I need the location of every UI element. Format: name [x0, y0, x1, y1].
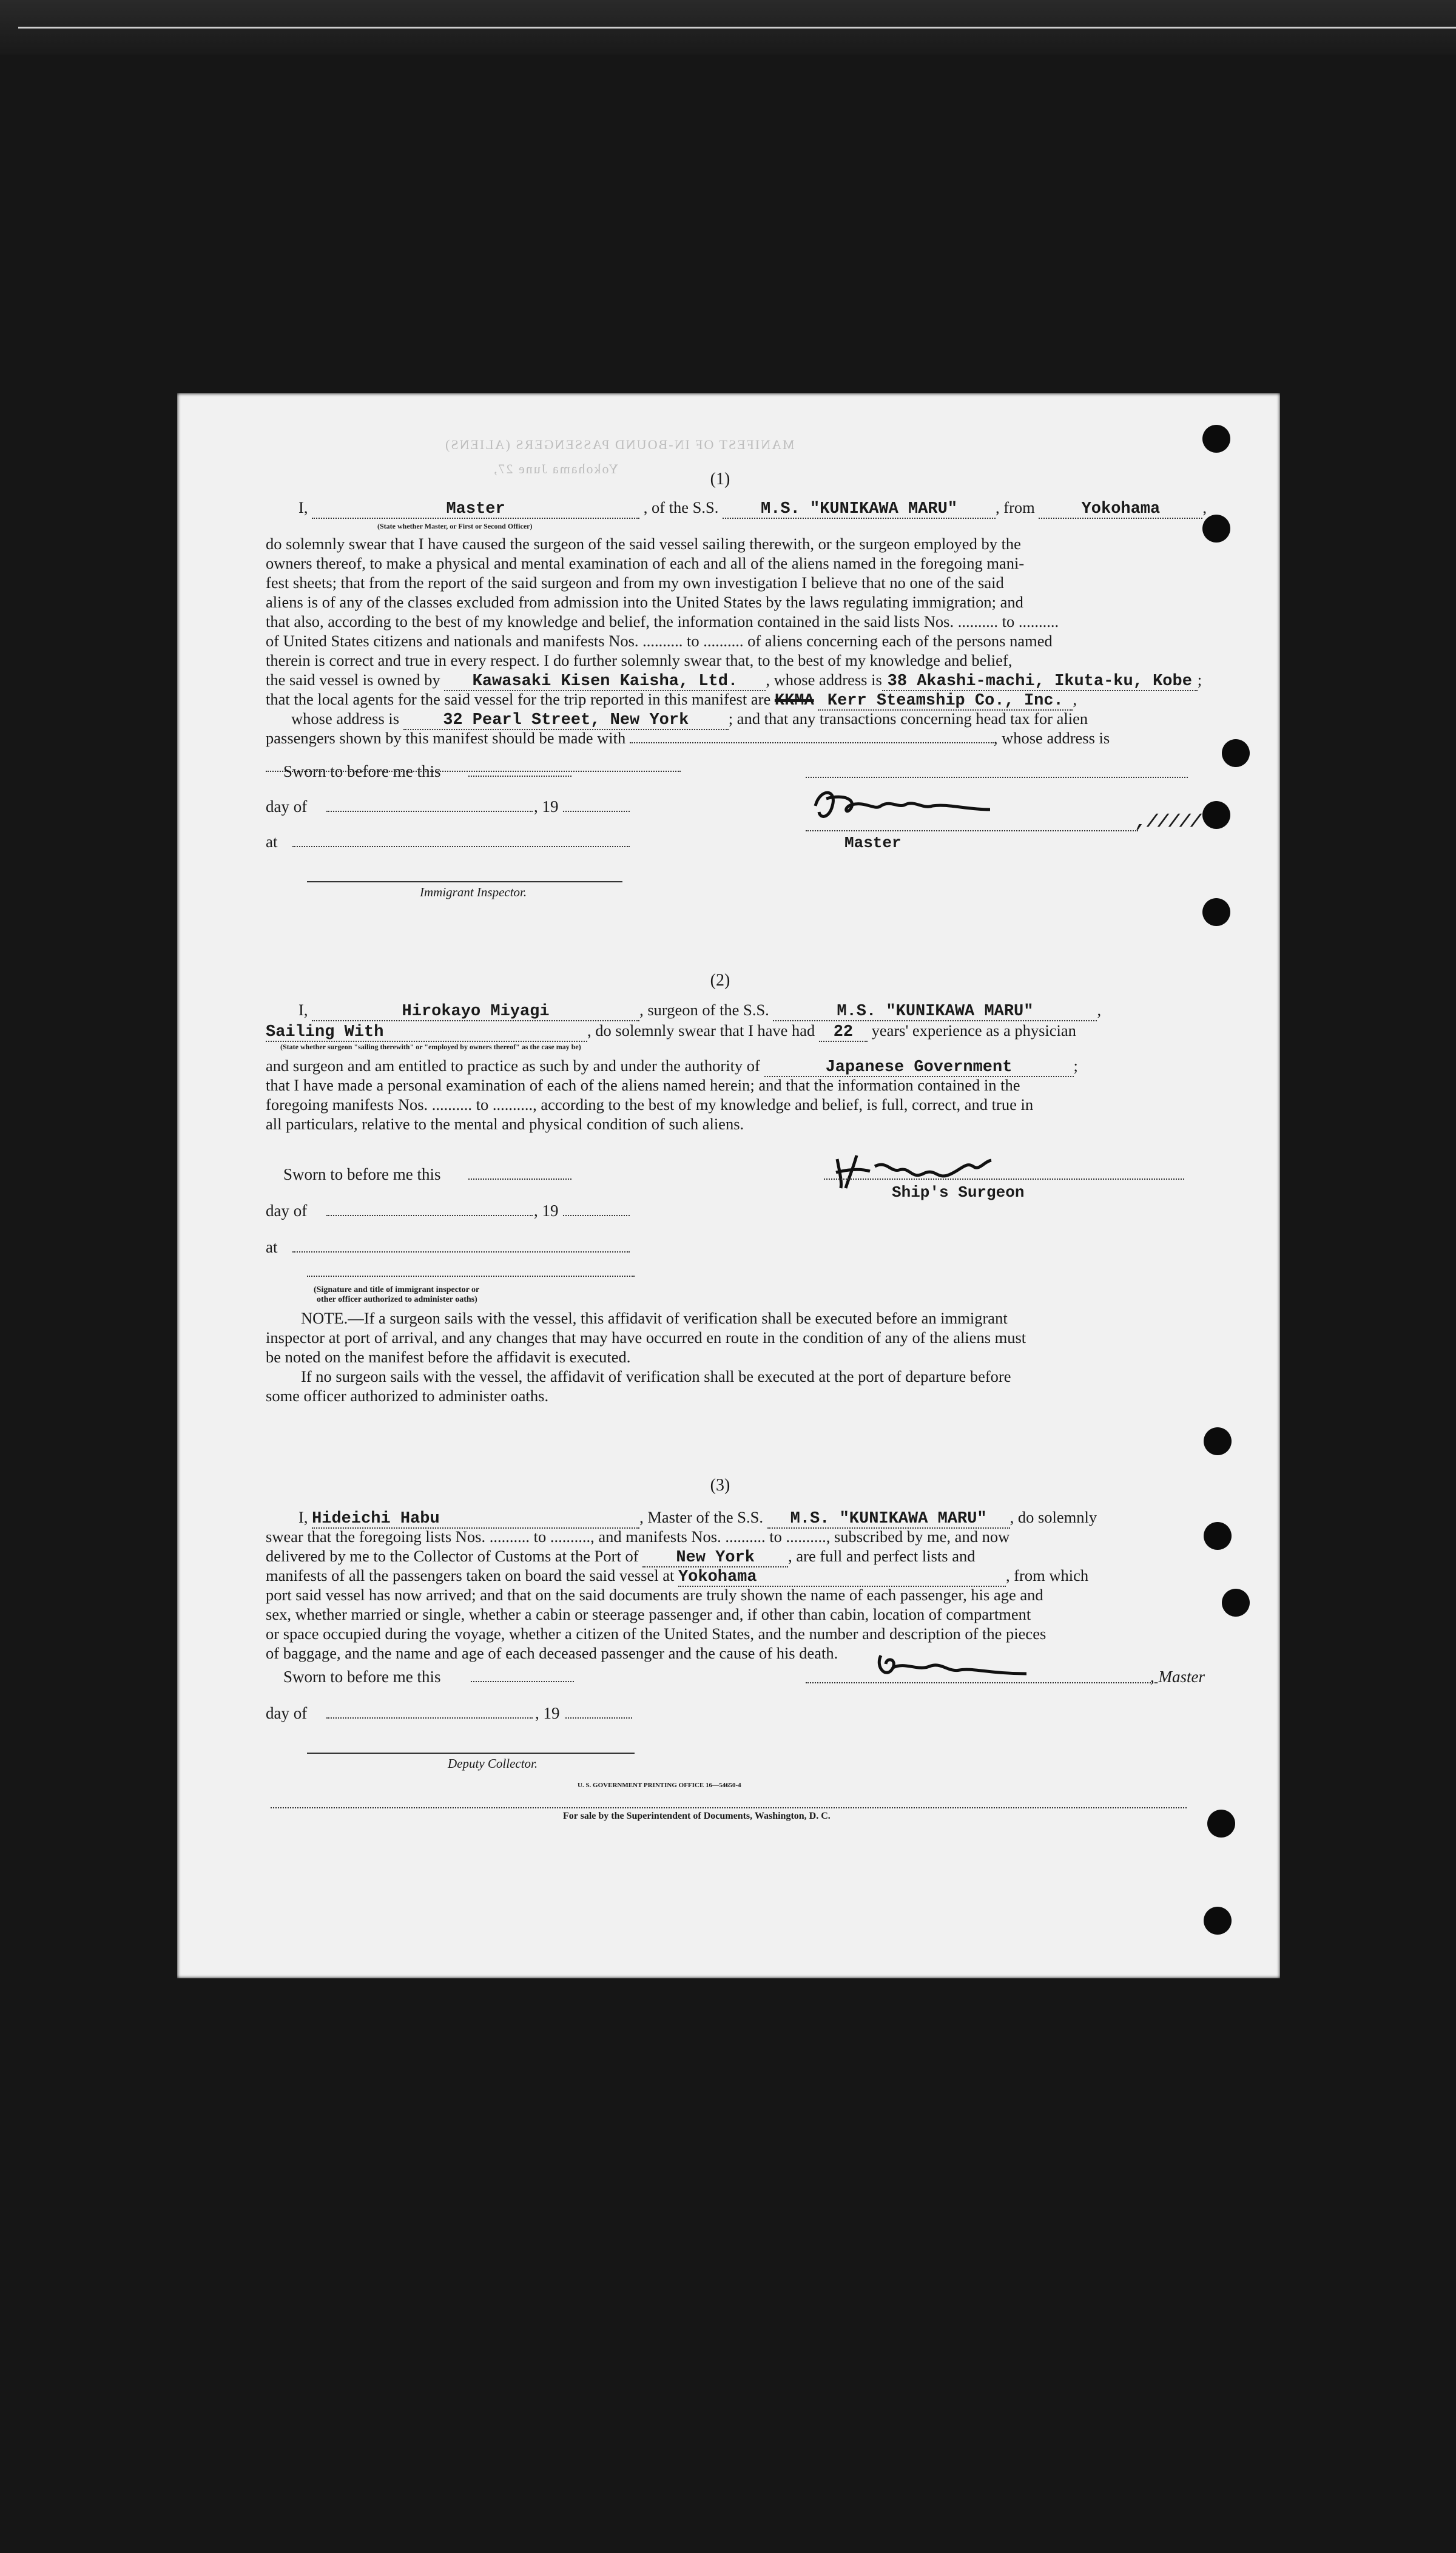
owner-line: the said vessel is owned by Kawasaki Kisen Kaisha, Ltd. , whose address is 38 Akashi-machi, Ikuta-ku, Kobe ; [266, 671, 1202, 691]
footer-rule [271, 1807, 1187, 1808]
binder-hole [1204, 1427, 1232, 1455]
body-line: therein is correct and true in every respect. I do further solemnly swear that, to the best of my knowledge and belief, [266, 651, 1013, 669]
master-initials: ,///// [1136, 812, 1202, 833]
role-field: Master [312, 501, 639, 519]
years-text: years' experience as a physician [871, 1021, 1076, 1040]
surgeon-of-label: , surgeon of the [639, 1001, 740, 1019]
agents-line: that the local agents for the said vessel for the trip reported in this manifest are KKMA Kerr Steamship Co., Inc. , [266, 690, 1077, 710]
at-label: at [266, 1238, 278, 1256]
surgeon-caption: Ship's Surgeon [892, 1183, 1025, 1202]
owned-by-label: the said vessel is owned by [266, 671, 440, 689]
body-line: of baggage, and the name and age of each deceased passenger and the cause of his death. [266, 1644, 838, 1662]
master-signature [869, 1643, 1051, 1686]
sailing-status-field: Sailing With [266, 1024, 587, 1042]
master-caption: , Master [1150, 1668, 1205, 1686]
year-line [563, 811, 630, 812]
binder-hole [1222, 739, 1250, 767]
affidavit-page [177, 393, 1280, 1978]
year-line [565, 1717, 632, 1719]
master-name-field: Hideichi Habu [312, 1510, 639, 1529]
at-label: at [266, 833, 278, 851]
passengers-tail: , whose address is [993, 729, 1110, 747]
binder-hole [1202, 801, 1230, 829]
body-line: or space occupied during the voyage, whether a citizen of the United States, and the number and description of the pieces [266, 1625, 1046, 1643]
port-field: New York [642, 1549, 788, 1567]
of-the-label: , of the [643, 498, 689, 516]
bleed-through-text: Yokohama June 27, [493, 461, 619, 476]
boarded-label: manifests of all the passengers taken on board the said vessel at [266, 1566, 675, 1584]
section3-line2: swear that the foregoing lists Nos. .......... to .........., and manifests Nos. .......... to .........., subscribed by me, and now [266, 1527, 1010, 1546]
body-line: that also, according to the best of my knowledge and belief, the information contained in the said lists Nos. .......... to .......... [266, 612, 1059, 631]
section-number: (3) [710, 1476, 730, 1495]
signature-line [806, 777, 1188, 778]
year-label: , 19 [534, 1202, 559, 1220]
sworn-label: Sworn to before me this [283, 762, 441, 780]
vessel-prefix: S.S. [692, 498, 719, 516]
sworn-label: Sworn to before me this [283, 1668, 441, 1686]
collector-caption: Deputy Collector. [448, 1756, 538, 1771]
vessel-name-field: M.S. "KUNIKAWA MARU" [767, 1510, 1010, 1529]
sworn-date-line [468, 776, 571, 777]
agents-label: that the local agents for the said vessel for the trip reported in this manifest are [266, 690, 771, 708]
at-line [292, 1251, 630, 1253]
owner-field: Kawasaki Kisen Kaisha, Ltd. [444, 673, 766, 691]
at-line [292, 846, 630, 847]
section-number: (1) [710, 470, 730, 489]
body-line: foregoing manifests Nos. .......... to .........., according to the best of my knowledge and belief, is full, correct, and true in [266, 1095, 1034, 1114]
section1-body [266, 534, 1261, 670]
years-field: 22 [819, 1024, 868, 1042]
body-line: of United States citizens and nationals and manifests Nos. .......... to .......... of aliens concerning each of the persons named [266, 632, 1053, 650]
sailing-line [266, 1021, 1076, 1042]
gpo-imprint: U. S. GOVERNMENT PRINTING OFFICE 16—54650-4 [578, 1782, 741, 1789]
day-line [326, 1215, 533, 1216]
i-label: I, [298, 498, 308, 516]
body-line: aliens is of any of the classes excluded from admission into the United States by the laws regulating immigration; and [266, 593, 1023, 611]
officer-caption: other officer authorized to administer oaths) [317, 1295, 477, 1304]
binder-hole [1202, 425, 1230, 453]
master-signature-line [806, 1682, 1158, 1683]
from-label: from [1003, 498, 1035, 516]
vessel-name-field: M.S. "KUNIKAWA MARU" [773, 1003, 1097, 1021]
binder-hole [1204, 1522, 1232, 1550]
officer-signature-line [307, 1276, 635, 1277]
body-line: sex, whether married or single, whether a cabin or steerage passenger and, if other than cabin, location of compartment [266, 1605, 1031, 1623]
note-line: be noted on the manifest before the affidavit is executed. [266, 1348, 631, 1366]
note-line: If no surgeon sails with the vessel, the affidavit of verification shall be executed at the port of departure before [301, 1367, 1011, 1385]
sworn-label: Sworn to before me this [283, 1165, 441, 1183]
year-line [563, 1215, 630, 1216]
inspector-signature-line [307, 881, 622, 882]
master-caption: Master [844, 834, 902, 852]
note-block [266, 1308, 1026, 1405]
vessel-prefix: S.S. [737, 1508, 763, 1526]
boarded-at-field: Yokohama [678, 1569, 1006, 1587]
binder-hole [1207, 1810, 1235, 1838]
surgeon-signature-line [824, 1178, 1184, 1180]
inspector-caption: Immigrant Inspector. [420, 885, 527, 899]
swear-text: , do solemnly swear that I have had [587, 1021, 815, 1040]
role-hint: (State whether Master, or First or Second Officer) [377, 522, 533, 530]
port-label: delivered by me to the Collector of Customs at the Port of [266, 1547, 639, 1565]
note-line: some officer authorized to administer oaths. [266, 1387, 549, 1405]
year-label: , 19 [535, 1704, 560, 1722]
agent-struck-text: KKMA [774, 692, 814, 710]
binder-hole [1204, 1907, 1232, 1935]
body-line: owners thereof, to make a physical and mental examination of each and all of the aliens named in the foregoing mani- [266, 554, 1025, 572]
agent-address-label: whose address is [291, 709, 400, 728]
day-label: day of [266, 1704, 308, 1722]
passengers-line [266, 728, 1110, 748]
day-line [326, 811, 533, 812]
authority-field: Japanese Government [764, 1059, 1074, 1077]
bleed-through-text: MANIFEST OF IN-BOUND PASSENGERS (ALIENS) [444, 437, 795, 452]
body-line: do solemnly swear that I have caused the surgeon of the said vessel sailing therewith, or the surgeon employed by the [266, 535, 1021, 553]
day-label: day of [266, 797, 308, 816]
sailing-hint: (State whether surgeon "sailing therewith" or "employed by owners thereof" as the case may be) [280, 1043, 581, 1051]
i-label: I, [298, 1508, 308, 1526]
section3-line4 [266, 1566, 1088, 1587]
section-number: (2) [710, 971, 730, 990]
section2-body [266, 1075, 1033, 1134]
day-label: day of [266, 1202, 308, 1220]
line4-tail: , from which [1005, 1566, 1089, 1584]
day-line [326, 1717, 533, 1719]
agent-address-field: 32 Pearl Street, New York [403, 712, 729, 730]
body-line: all particulars, relative to the mental and physical condition of such aliens. [266, 1115, 744, 1133]
vessel-prefix: S.S. [743, 1001, 769, 1019]
body-line: port said vessel has now arrived; and that on the said documents are truly shown the name of each passenger, his age and [266, 1586, 1043, 1604]
vessel-name-field: M.S. "KUNIKAWA MARU" [723, 501, 996, 519]
owner-address-field: 38 Akashi-machi, Ikuta-ku, Kobe [882, 673, 1198, 691]
passengers-text: passengers shown by this manifest should be made with [266, 729, 626, 747]
authority-text: and surgeon and am entitled to practice as such by and under the authority of [266, 1057, 760, 1075]
for-sale-notice: For sale by the Superintendent of Documents, Washington, D. C. [563, 1811, 831, 1821]
note-line: NOTE.—If a surgeon sails with the vessel, this affidavit of verification shall be executed before an immigrant [301, 1309, 1008, 1327]
agent-field: Kerr Steamship Co., Inc. [818, 692, 1073, 711]
section1-heading-line: I, Master , of the S.S. M.S. "KUNIKAWA MARU" , from Yokohama , [298, 498, 1207, 518]
master-signature [808, 782, 1063, 836]
note-line: inspector at port of arrival, and any changes that may have occurred en route in the condition of any of the aliens must [266, 1328, 1026, 1347]
master-of-label: , Master of the [639, 1508, 733, 1526]
scanner-rule [18, 27, 1456, 29]
sworn-date-line [471, 1681, 574, 1682]
solemnly-text: , do solemnly [1009, 1508, 1097, 1526]
year-label: , 19 [534, 797, 559, 816]
owner-address-label: , whose address is [766, 671, 882, 689]
line3-tail: , are full and perfect lists and [788, 1547, 976, 1565]
agent-address-line [291, 709, 1088, 730]
passengers-contact-field [630, 730, 994, 743]
master-signature-line [806, 830, 1138, 831]
binder-hole [1222, 1589, 1250, 1617]
section3-heading-line [298, 1507, 1097, 1529]
from-port-field: Yokohama [1039, 501, 1202, 519]
body-line: that I have made a personal examination of each of the aliens named herein; and that the information contained in the [266, 1076, 1020, 1094]
i-label: I, [298, 1001, 308, 1019]
officer-caption: (Signature and title of immigrant inspector or [314, 1285, 480, 1294]
sworn-date-line [468, 1178, 571, 1180]
surgeon-name-field: Hirokayo Miyagi [312, 1003, 639, 1021]
section3-line3 [266, 1546, 975, 1567]
collector-signature-line [307, 1753, 635, 1754]
section2-heading-line: I, Hirokayo Miyagi , surgeon of the S.S. M.S. "KUNIKAWA MARU" , [298, 1001, 1102, 1021]
authority-line: and surgeon and am entitled to practice as such by and under the authority of Japanese Government ; [266, 1057, 1078, 1077]
body-line: fest sheets; that from the report of the said surgeon and from my own investigation I believe that no one of the said [266, 573, 1004, 592]
binder-hole [1202, 898, 1230, 926]
head-tax-text: ; and that any transactions concerning head tax for alien [728, 709, 1088, 728]
